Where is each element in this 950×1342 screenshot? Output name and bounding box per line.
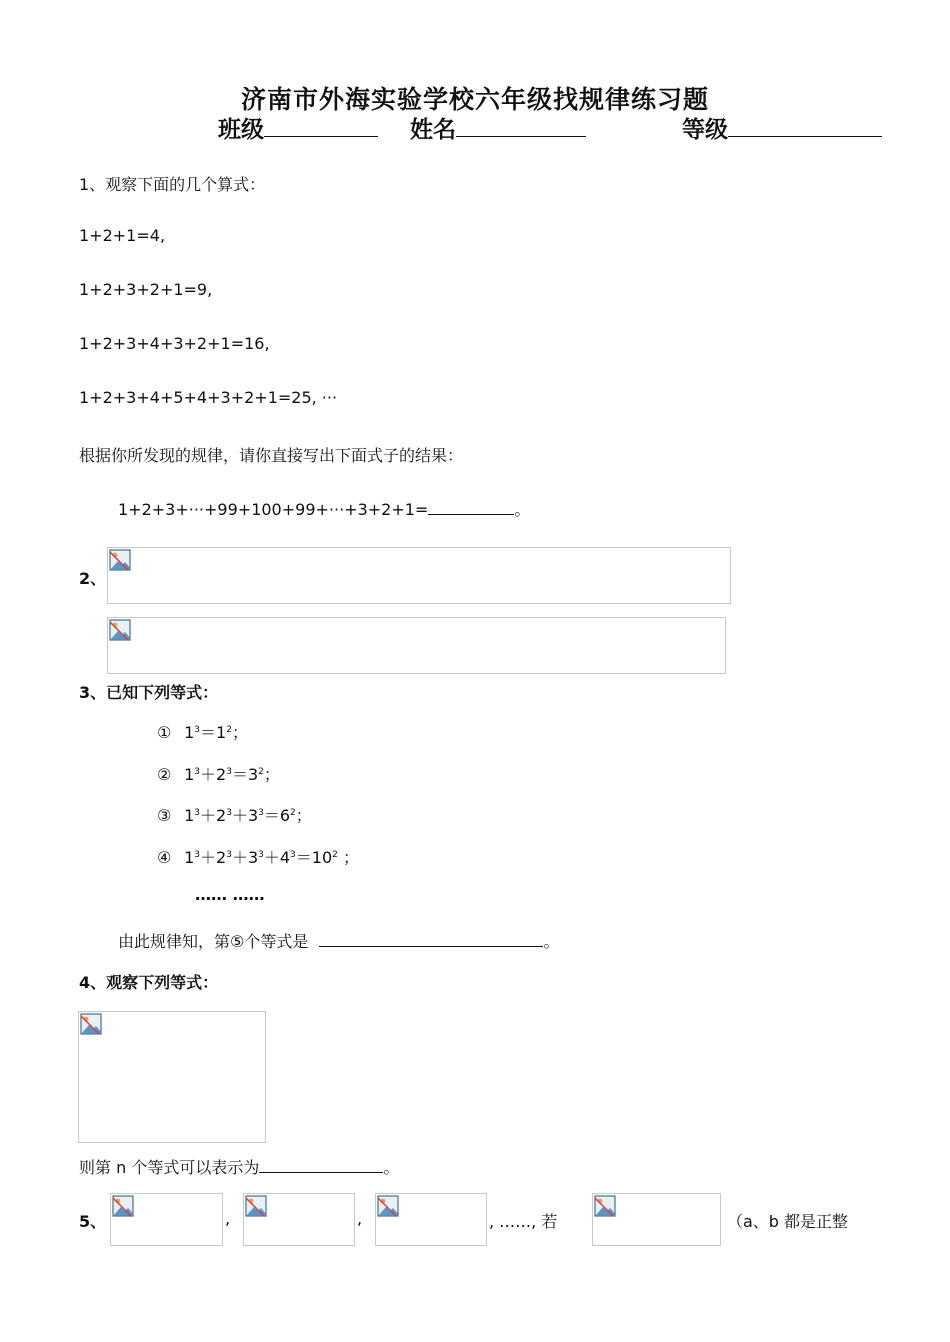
q1-line-2: 1+2+3+2+1=9,: [79, 280, 213, 299]
broken-image-icon: [109, 619, 131, 641]
q3-conclusion-text: 由此规律知，第⑤个等式是: [118, 932, 309, 951]
class-blank[interactable]: [264, 114, 378, 137]
q5-sep-3: , ……, 若: [489, 1212, 558, 1231]
q1-end: 。: [514, 500, 531, 519]
grade-label: 等级: [682, 117, 728, 143]
q3-item-4: [157, 845, 359, 868]
q5-sep-2: ,: [357, 1209, 363, 1228]
broken-image-icon: [594, 1195, 616, 1217]
grade-field: [682, 111, 882, 144]
q4-image: [78, 1011, 266, 1143]
q3-item-1: [157, 720, 248, 743]
q5-image-1: [110, 1193, 223, 1246]
q1-prompt: 1、观察下面的几个算式：: [79, 175, 266, 194]
q1-expression: [118, 497, 530, 520]
q5-image-3: [375, 1193, 487, 1246]
grade-blank[interactable]: [728, 114, 882, 137]
q2-number: 2、: [79, 569, 107, 588]
q3-item-1-marker: ①: [157, 723, 172, 742]
q3-item-2-text: $1^3+2^3=3^2$；: [184, 765, 280, 784]
q1-answer-blank[interactable]: [428, 500, 514, 515]
q4-answer: [79, 1155, 399, 1178]
q1-line-3: 1+2+3+4+3+2+1=16,: [79, 334, 270, 353]
q3-item-3-text: $1^3+2^3+3^3=6^2$；: [184, 806, 312, 825]
q5-number: 5、: [79, 1212, 107, 1231]
q5-image-2: [243, 1193, 355, 1246]
broken-image-icon: [112, 1195, 134, 1217]
class-label: 班级: [218, 117, 264, 143]
q3-item-4-marker: ④: [157, 848, 172, 867]
class-field: [218, 111, 378, 144]
q5-sep-1: ,: [225, 1209, 231, 1228]
q2-image-1: [107, 547, 731, 604]
q3-item-1-text: $1^3=1^2$；: [184, 723, 248, 742]
q4-end: 。: [383, 1158, 400, 1177]
q4-answer-blank[interactable]: [259, 1158, 383, 1173]
q1-expr-text: 1+2+3+···+99+100+99+···+3+2+1=: [118, 500, 429, 519]
q3-answer-blank[interactable]: [319, 932, 543, 947]
broken-image-icon: [245, 1195, 267, 1217]
q3-item-2-marker: ②: [157, 765, 172, 784]
q3-item-2: [157, 762, 280, 785]
q3-item-3: [157, 803, 312, 826]
q4-prompt: 4、观察下列等式：: [79, 973, 219, 992]
q3-prompt: 3、已知下列等式：: [79, 683, 219, 702]
q1-line-4: 1+2+3+4+5+4+3+2+1=25, ···: [79, 388, 338, 407]
q1-instruction: 根据你所发现的规律，请你直接写出下面式子的结果：: [79, 446, 464, 465]
name-label: 姓名: [410, 117, 456, 143]
name-field: [410, 111, 586, 144]
broken-image-icon: [377, 1195, 399, 1217]
q3-item-3-marker: ③: [157, 806, 172, 825]
q3-item-4-text: $1^3+2^3+3^3+4^3=10^2$ ；: [184, 848, 359, 867]
q3-end: 。: [543, 932, 560, 951]
q2-image-2: [107, 617, 726, 674]
q1-line-1: 1+2+1=4,: [79, 226, 166, 245]
q3-ellipsis: …… ……: [195, 885, 265, 904]
name-blank[interactable]: [456, 114, 586, 137]
q3-conclusion: [118, 929, 559, 952]
q5-tail: （a、b 都是正整: [727, 1212, 849, 1231]
q5-image-4: [592, 1193, 721, 1246]
page-title: 济南市外海实验学校六年级找规律练习题: [240, 85, 709, 114]
broken-image-icon: [109, 549, 131, 571]
broken-image-icon: [80, 1013, 102, 1035]
q4-answer-prefix: 则第 n 个等式可以表示为: [79, 1158, 260, 1177]
